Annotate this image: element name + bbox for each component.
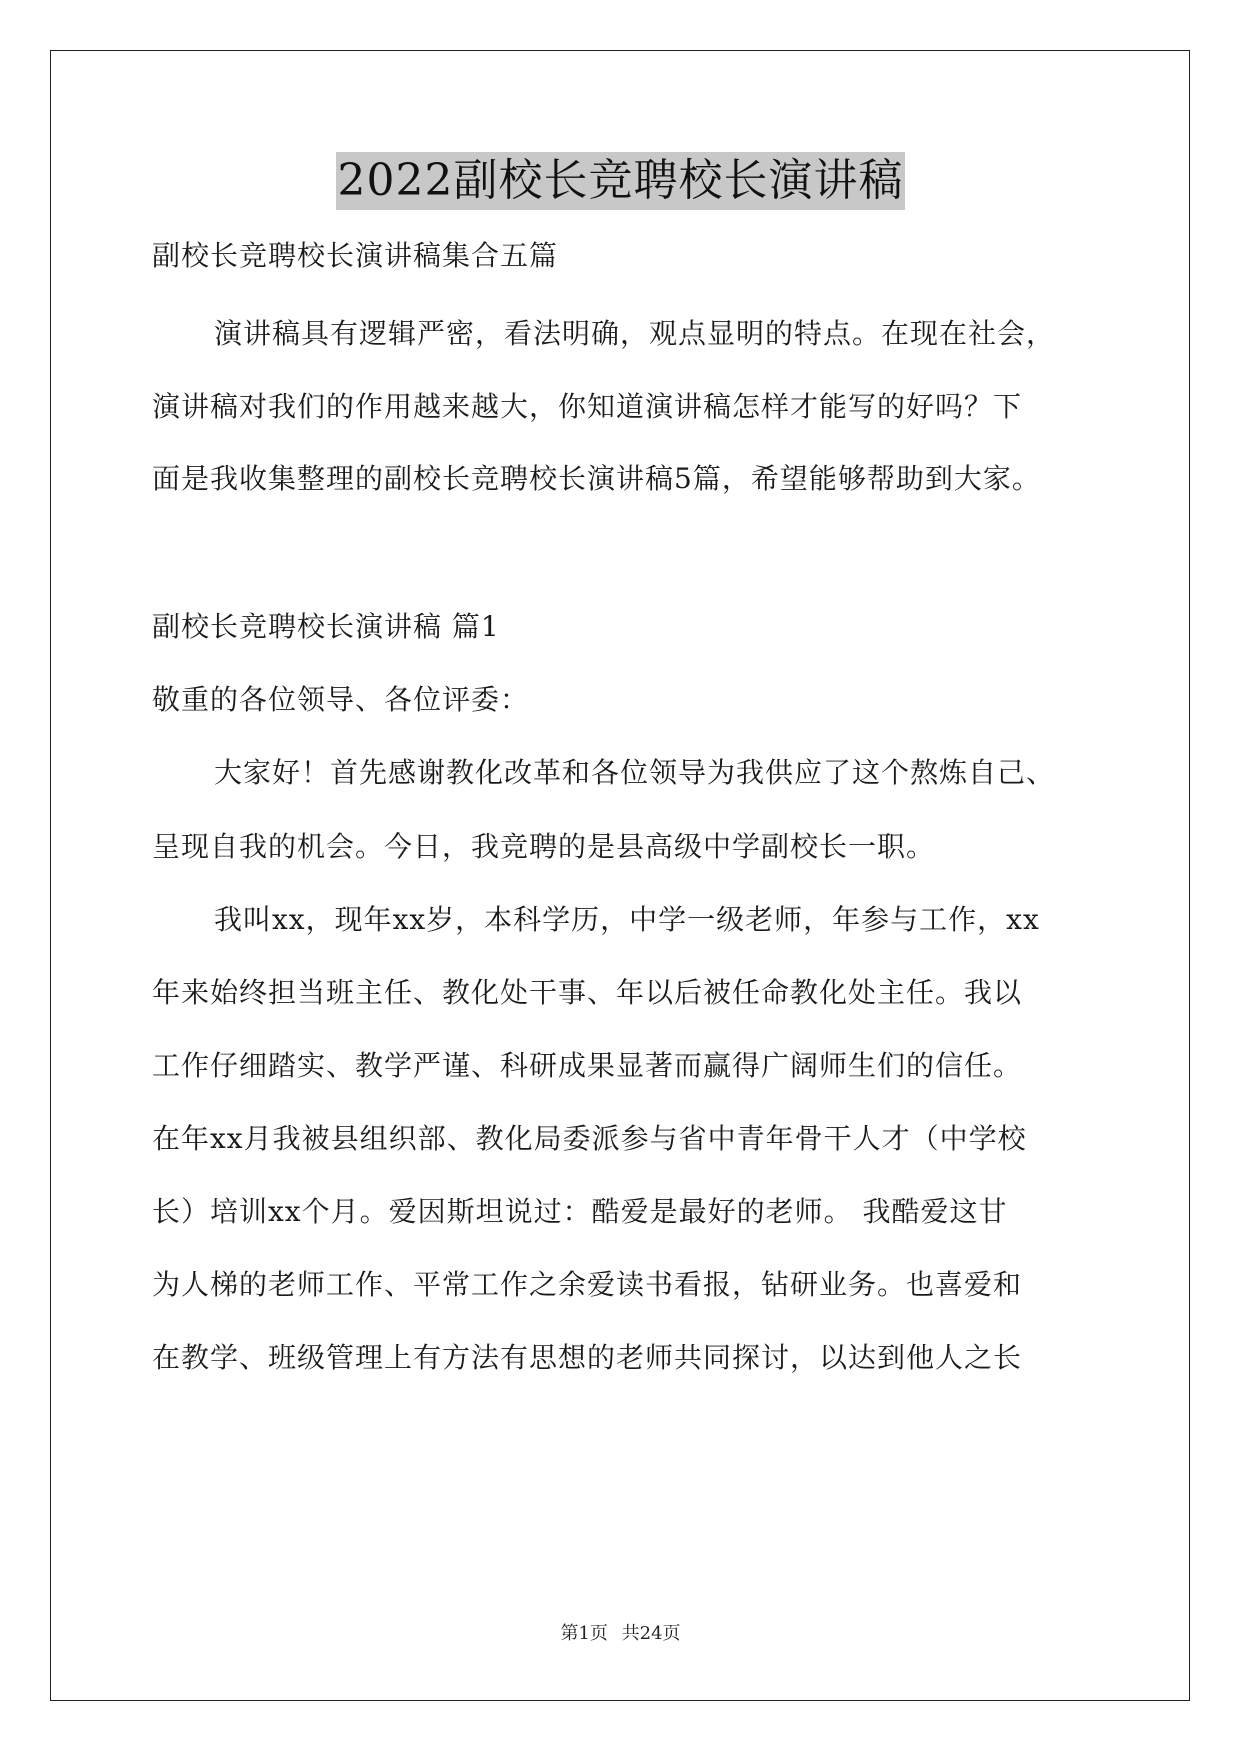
paragraph-line: 在教学、班级管理上有方法有思想的老师共同探讨，以达到他人之长 (152, 1341, 1023, 1374)
paragraph-line: 演讲稿对我们的作用越来越大，你知道演讲稿怎样才能写的好吗？下 (152, 390, 1023, 423)
paragraph-line: 工作仔细踏实、教学严谨、科研成果显著而赢得广阔师生们的信任。 (152, 1049, 1023, 1082)
subtitle-line: 副校长竞聘校长演讲稿集合五篇 (152, 239, 559, 272)
section-heading: 副校长竞聘校长演讲稿 篇1 (152, 610, 500, 643)
paragraph-line: 面是我收集整理的副校长竞聘校长演讲稿5篇，希望能够帮助到大家。 (152, 462, 1041, 495)
paragraph-line: 演讲稿具有逻辑严密，看法明确，观点显明的特点。在现在社会， (214, 317, 1056, 350)
paragraph-line: 为人梯的老师工作、平常工作之余爱读书看报，钻研业务。也喜爱和 (152, 1268, 1023, 1301)
title-block (0, 152, 1241, 210)
paragraph-line: 呈现自我的机会。今日，我竞聘的是县高级中学副校长一职。 (152, 830, 936, 863)
salutation-line: 敬重的各位领导、各位评委： (152, 683, 530, 716)
paragraph-line: 我叫xx，现年xx岁，本科学历，中学一级老师，年参与工作，xx (214, 903, 1040, 936)
page-number: 第1页 (560, 1623, 608, 1644)
paragraph-line: 年来始终担当班主任、教化处干事、年以后被任命教化处主任。我以 (152, 976, 1023, 1009)
page-total: 共24页 (621, 1623, 681, 1644)
paragraph-line: 大家好！首先感谢教化改革和各位领导为我供应了这个熬炼自己、 (214, 756, 1056, 789)
document-title: 2022副校长竞聘校长演讲稿 (336, 152, 906, 210)
page-border (50, 50, 1190, 1701)
paragraph-line: 在年xx月我被县组织部、教化局委派参与省中青年骨干人才（中学校 (152, 1122, 1027, 1155)
page-footer (0, 1622, 1241, 1646)
paragraph-line: 长）培训xx个月。爱因斯坦说过：酷爱是最好的老师。 我酷爱这甘 (152, 1195, 1008, 1228)
